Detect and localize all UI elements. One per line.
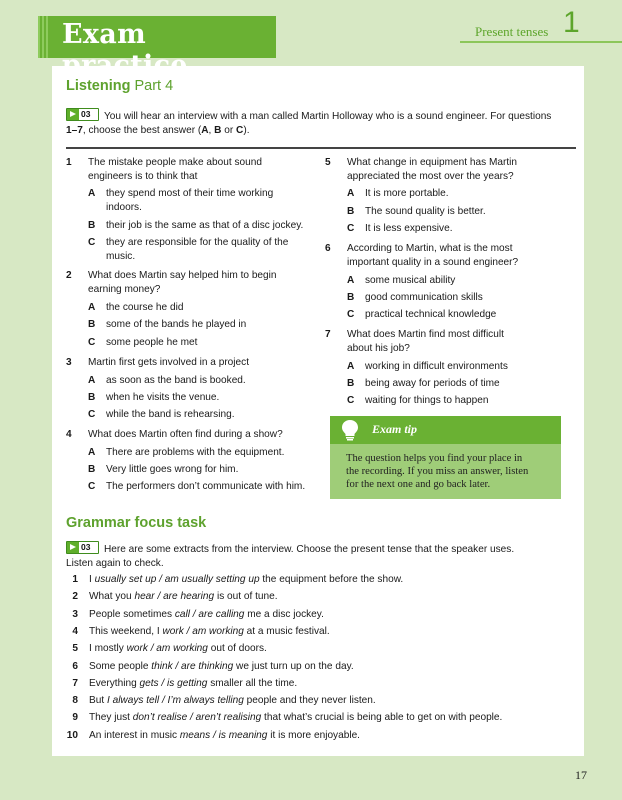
title-banner [38,16,276,58]
option-text: being away for periods of time [365,378,500,389]
audio-track-number: 03 [81,109,91,119]
option-text: they are responsible for the quality of the music. [106,237,289,262]
option-letter: B [88,392,96,403]
option-text: The performers don’t communicate with him. [106,481,306,492]
option-letter: A [88,188,96,199]
question-text: The mistake people make about sound engineers is to think that [88,157,262,182]
option-text: they spend most of their time working indoors. [106,188,274,213]
grammar-item-text: People sometimes call / are calling me a disc jockey. [89,608,324,620]
option-text: It is less expensive. [365,223,453,234]
grammar-intro-line1: Here are some extracts from the interview. Choose the present tense that the speaker uses. [104,544,515,555]
question-number: 6 [325,243,331,254]
listening-heading-bold: Listening [66,78,131,94]
grammar-item-text: I usually set up / am usually setting up the equipment before the show. [89,574,404,585]
question-text: Martin first gets involved in a project [88,357,250,368]
grammar-item-number: 2 [72,591,78,603]
option-text: There are problems with the equipment. [106,447,285,458]
exam-tip-line: the recording. If you miss an answer, listen [346,466,529,477]
section-rule [460,41,622,43]
question-number: 4 [66,429,72,440]
question-text: According to Martin, what is the most important quality in a sound engineer? [347,243,519,268]
question-text: What does Martin find most difficult about his job? [347,329,504,354]
listening-heading [66,78,173,94]
option-text: Very little goes wrong for him. [106,464,239,475]
question-number: 1 [66,157,72,168]
option-text: some people he met [106,337,198,348]
grammar-item-text: Some people think / are thinking we just turn up on the day. [89,660,354,672]
grammar-item-number: 10 [66,729,78,741]
option-text: while the band is rehearsing. [106,409,235,420]
audio-track-number: 03 [81,542,91,552]
listening-intro-line1: You will hear an interview with a man called Martin Holloway who is a sound engineer. For questions [104,111,552,122]
option-letter: B [88,319,96,330]
option-text: waiting for things to happen [365,395,489,406]
listening-intro-line2: 1–7, choose the best answer (A, B or C). [66,125,250,136]
section-number: 1 [563,6,580,39]
banner-stripes [38,16,48,58]
option-text: their job is the same as that of a disc jockey. [106,220,304,231]
option-letter: C [347,309,355,320]
option-letter: B [88,464,96,475]
option-letter: C [88,481,96,492]
question-text: What does Martin often find during a show? [88,429,283,440]
listening-intro [66,108,578,138]
option-text: good communication skills [365,292,483,303]
exam-tip-box [330,416,561,499]
audio-track-button[interactable] [66,108,99,121]
grammar-item-text: What you hear / are hearing is out of tune. [89,591,278,603]
grammar-item-text: An interest in music means / is meaning it is more enjoyable. [89,729,360,741]
grammar-item-text: This weekend, I work / am working at a music festival. [89,625,330,637]
play-icon[interactable] [67,109,79,120]
option-letter: C [88,337,96,348]
option-text: The sound quality is better. [365,206,486,217]
question-number: 2 [66,270,72,281]
option-letter: B [347,206,355,217]
option-letter: A [88,375,96,386]
lightbulb-icon [340,419,360,441]
question-number: 5 [325,157,331,168]
grammar-item-number: 5 [72,643,78,655]
exam-tip-header [330,416,561,444]
section-divider [66,147,576,149]
section-label: Present tenses [475,24,549,39]
exam-tip-body [346,452,556,491]
grammar-item-number: 6 [72,660,78,672]
option-letter: A [88,447,96,458]
grammar-item-number: 4 [72,625,78,637]
grammar-heading: Grammar focus task [66,515,207,531]
grammar-item-text: I mostly work / am working out of doors. [89,643,267,655]
option-text: some of the bands he played in [106,319,247,330]
grammar-item-number: 9 [72,712,78,724]
option-text: some musical ability [365,275,456,286]
question-number: 7 [325,329,331,340]
option-text: when he visits the venue. [106,392,220,403]
question-text: What does Martin say helped him to begin earning money? [88,270,277,295]
option-text: the course he did [106,302,184,313]
grammar-item-text: They just don’t realise / aren’t realising that what’s crucial is being able to get on with people. [89,712,503,724]
grammar-intro-line2: Listen again to check. [66,558,164,569]
option-letter: C [347,395,355,406]
option-letter: C [88,409,96,420]
option-letter: C [347,223,355,234]
question-number: 3 [66,357,72,368]
listening-heading-part: Part 4 [134,78,174,94]
grammar-item-number: 1 [72,574,78,585]
option-letter: A [347,361,355,372]
grammar-item-text: Everything gets / is getting smaller all the time. [89,677,298,689]
page-number: 17 [575,768,587,782]
question-text: What change in equipment has Martin appreciated the most over the years? [347,157,518,182]
grammar-item-number: 3 [72,608,78,620]
option-text: as soon as the band is booked. [106,375,246,386]
play-icon[interactable] [67,542,79,553]
option-letter: C [88,237,96,248]
option-letter: A [347,275,355,286]
exam-tip-title: Exam tip [372,422,418,436]
option-text: working in difficult environments [365,361,508,372]
option-letter: B [88,220,96,231]
exam-tip-line: for the next one and go back later. [346,479,491,490]
option-letter: B [347,292,355,303]
grammar-item-text: But I always tell / I’m always telling people and they never listen. [89,695,376,707]
option-text: It is more portable. [365,188,449,199]
page-title: Exam [62,19,146,50]
option-letter: A [88,302,96,313]
grammar-item-number: 7 [72,677,78,689]
exam-tip-line: The question helps you find your place in [346,453,523,464]
option-letter: A [347,188,355,199]
grammar-item-number: 8 [72,695,78,707]
option-letter: B [347,378,355,389]
grammar-intro [66,541,578,571]
option-text: practical technical knowledge [365,309,497,320]
audio-track-button[interactable] [66,541,99,554]
